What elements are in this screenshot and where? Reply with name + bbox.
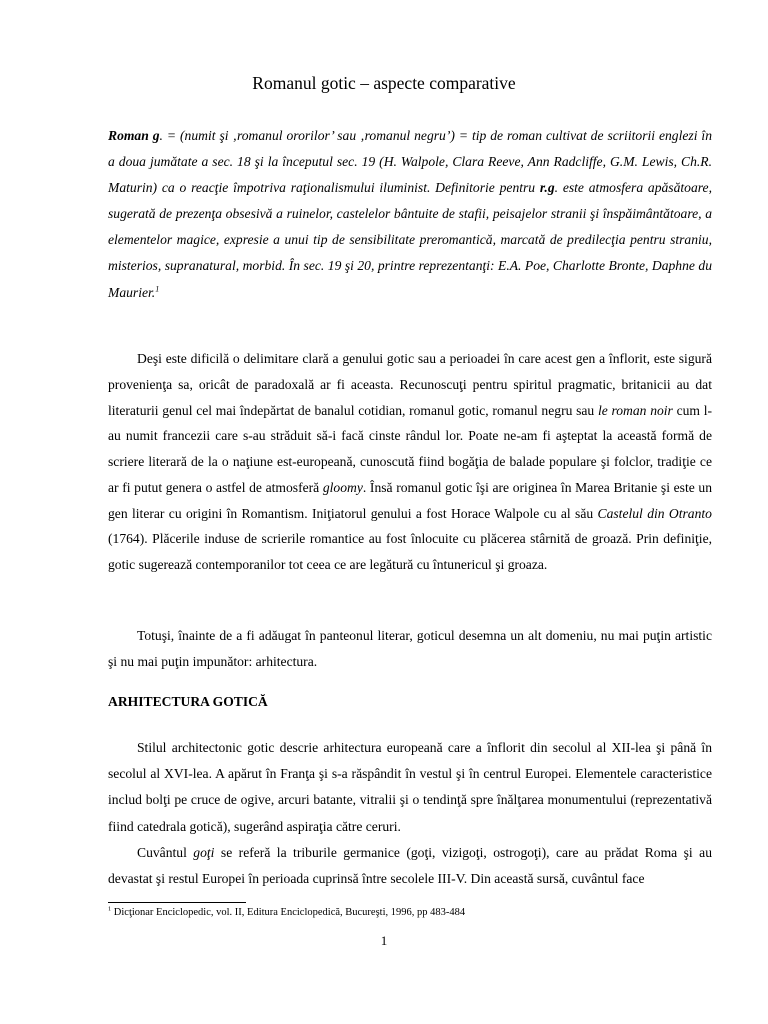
body-paragraph-2: Totuşi, înainte de a fi adăugat în panteonul literar, goticul desemna un alt domeniu, nu mai puţin artistic şi nu mai puţin impunător: arhitectura. [108,628,712,669]
footnote-reference[interactable]: 1 [155,284,160,294]
footnote-separator [108,902,246,903]
definition-text-2: . este atmosfera apăsătoare, sugerată de prezenţa obsesivă a ruinelor, castelelor bântuite de stafii, peisajelor stranii şi înspăimântătoare, a elementelor magice, expresie a unui tip de sensibilitate preromantică, marcată de predilecţia pentru straniu, misterios, supranatural, morbid. În sec. 19 şi 20, printre reprezentanţi: E.A. Poe, Charlotte Bronte, Daphne du Maurier. [108,180,712,300]
footnote-text: Dicţionar Enciclopedic, vol. II, Editura Enciclopedică, Bucureşti, 1996, pp 483-484 [111,907,466,918]
paragraph1-text-b: cum l-au numit francezii care s-au străduit să-i facă cinste rândul lor. Poate ne-am fi aşteptat la această formă de scriere literară de la o naţiune est-europeană, cunoscută fiind bogăţia de balade populare şi folclor, tradiţie ce ar fi putut genera o astfel de atmosferă [108,402,712,495]
italic-castelul-din-otranto: Castelul din Otranto [597,505,712,521]
body-paragraph-1 [108,346,712,578]
definition-text-1: . = (numit şi ‚romanul ororilor’ sau ‚romanul negru’) = tip de roman cultivat de scriitorii englezi în a doua jumătate a sec. 18 şi la începutul sec. 19 (H. Walpole, Clara Reeve, Ann Radcliffe, G.M. Lewis, Ch.R. Maturin) ca o reacţie împotriva raţionalismului iluminist. Definitorie pentru [108,128,712,196]
definition-paragraph [108,123,712,306]
footnote [108,906,465,920]
italic-goti: goţi [193,845,215,860]
paragraph1-text-d: (1764). Plăcerile induse de scrierile romantice au fost înlocuite cu plăcerea stârnită de groază. Prin definiţie, gotic sugerează contemporanilor tot ceea ce are legătură cu întunericul şi groaza. [108,531,712,572]
term-roman-gotic: Roman g [108,128,160,143]
body-paragraph-4 [108,840,712,892]
section-heading: ARHITECTURA GOTICĂ [108,694,268,709]
italic-le-roman-noir: le roman noir [597,402,673,418]
footnote-number: 1 [108,905,112,913]
paragraph4-text-b: se referă la triburile germanice (goţi, vizigoţi, ostrogoţi), care au prădat Roma şi au devastat şi restul Europei în perioada cuprinsă între secolele III-V. Din această sursă, cuvântul face [108,845,712,887]
paragraph4-text-a: Cuvântul [137,845,194,860]
body-paragraph-3: Stilul architectonic gotic descrie arhitectura europeană care a înflorit din secolul al XII-lea şi până în secolul al XVI-lea. A apărut în Franţa şi s-a răspândit în vestul şi în centrul Europei. Elementele caracteristice includ bolţi pe cruce de ogive, arcuri batante, vitralii şi o tendinţă spre înălţarea monumentului (reprezentativă fiind catedrala gotică), sugerând aspiraţia către ceruri. [108,740,712,834]
term-abbreviation: r.g [539,180,555,196]
page-number: 1 [380,933,388,948]
paragraph1-text-c: . Însă romanul gotic îşi are originea în Marea Britanie şi este un gen literar cu origini în Romantism. Iniţiatorul genului a fost Horace Walpole cu al său [108,479,713,521]
italic-gloomy: gloomy [322,479,363,495]
paragraph1-text-a: Deşi este dificilă o delimitare clară a genului gotic sau a perioadei în care acest gen a înflorit, este sigură provenienţa sa, oricât de paradoxală ar fi aceasta. Recunoscuţi pentru spiritul pragmatic, britanicii au dat literaturii genul cel mai îndepărtat de banalul cotidian, romanul gotic, romanul negru sau [108,351,712,418]
page-title: Romanul gotic – aspecte comparative [252,73,516,93]
